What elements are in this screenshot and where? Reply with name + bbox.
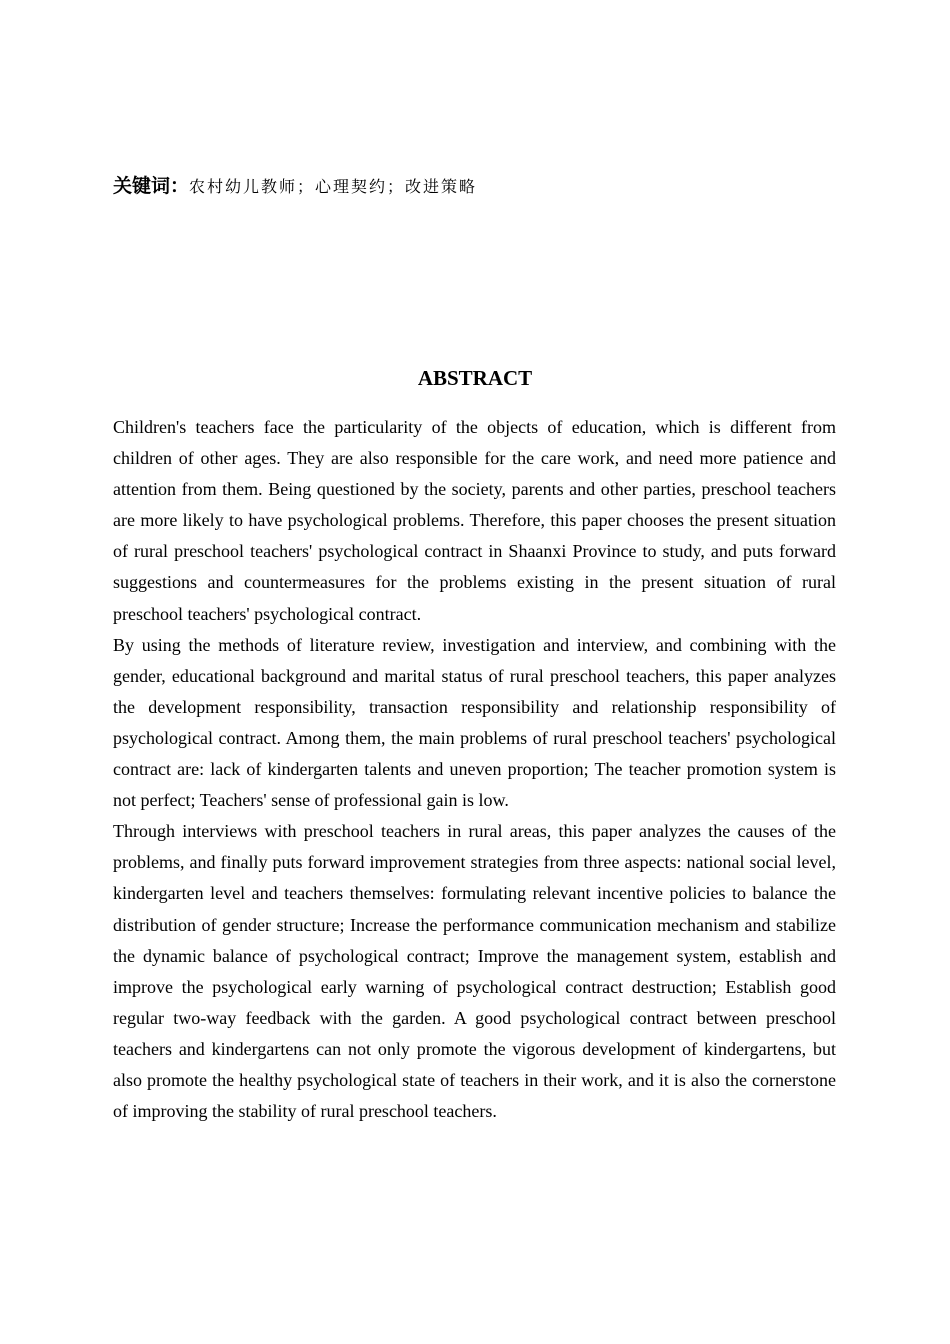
keywords-line: [113, 172, 837, 201]
abstract-paragraph: Through interviews with preschool teachers in rural areas, this paper analyzes the causes of the problems, and finally puts forward improvement strategies from three aspects: national social level, kindergarten level and teachers themselves: formulating relevant incentive policies to balance the distribution of gender structure; Increase the performance communication mechanism and stabilize the dynamic balance of psychological contract; Improve the management system, establish and improve the psychological early warning of psychological contract destruction; Establish good regular two-way feedback with the garden. A good psychological contract between preschool teachers and kindergartens can not only promote the vigorous development of kindergartens, but also promote the healthy psychological state of teachers in their work, and it is also the cornerstone of improving the stability of rural preschool teachers.: [113, 821, 836, 1122]
abstract-body: [113, 412, 836, 1127]
abstract-paragraph: Children's teachers face the particularity of the objects of education, which is different from children of other ages. They are also responsible for the care work, and need more patience and attention from them. Being questioned by the society, parents and other parties, preschool teachers are more likely to have psychological problems. Therefore, this paper chooses the present situation of rural preschool teachers' psychological contract in Shaanxi Province to study, and puts forward suggestions and countermeasures for the problems existing in the present situation of rural preschool teachers' psychological contract.: [113, 417, 836, 624]
abstract-title: ABSTRACT: [417, 366, 533, 390]
keywords-value: 农村幼儿教师；心理契约；改进策略: [189, 177, 478, 196]
abstract-paragraph: By using the methods of literature review, investigation and interview, and combining with the gender, educational background and marital status of rural preschool teachers, this paper analyzes the development responsibility, transaction responsibility and relationship responsibility of psychological contract. Among them, the main problems of rural preschool teachers' psychological contract are: lack of kindergarten talents and uneven proportion; The teacher promotion system is not perfect; Teachers' sense of professional gain is low.: [113, 634, 836, 811]
keywords-label: 关键词：: [113, 175, 190, 197]
